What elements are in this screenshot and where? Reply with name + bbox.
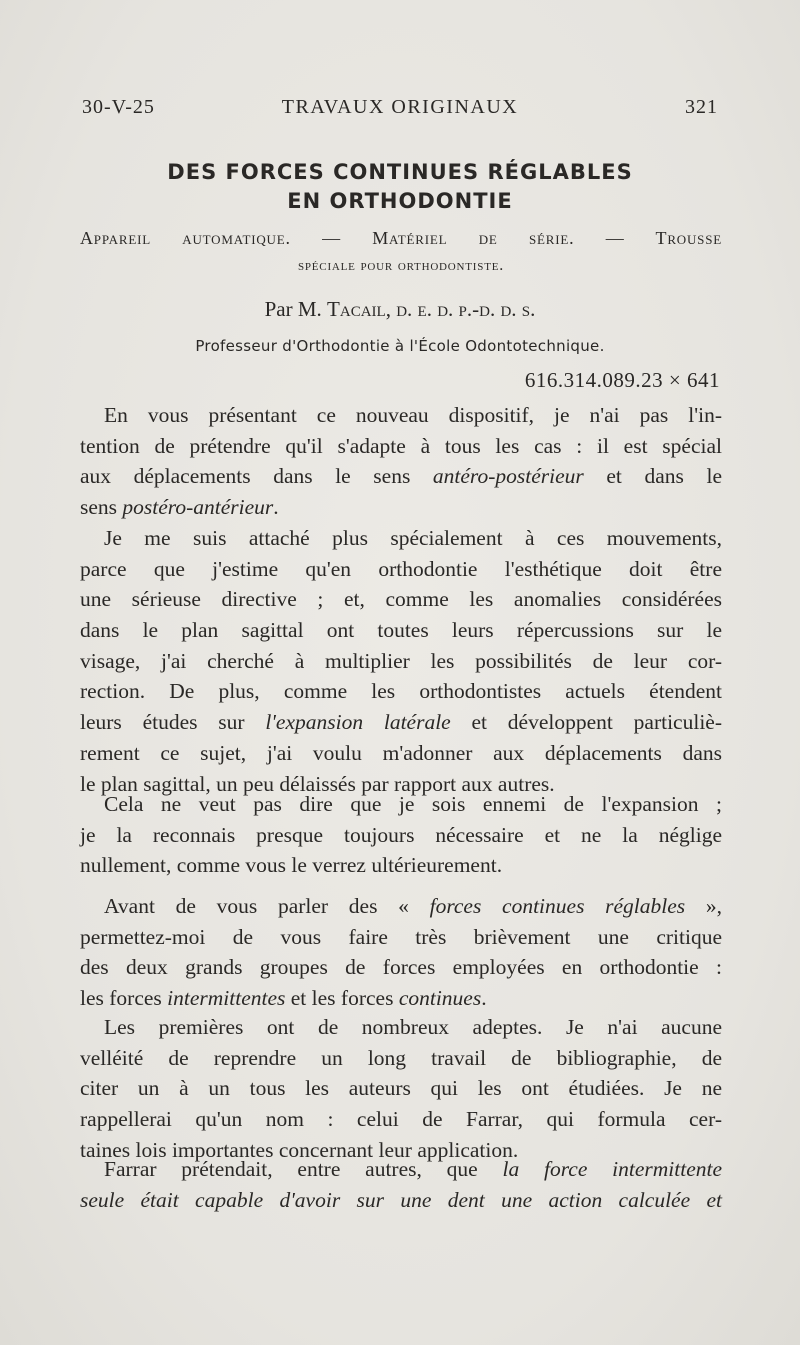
running-head xyxy=(82,96,718,126)
text-line: parce que j'estime qu'en orthodontie l'esthétique doit être xyxy=(80,556,722,581)
paragraph-1 xyxy=(80,400,722,523)
text-line: Cela ne veut pas dire que je sois ennemi de l'expansion ; xyxy=(104,792,722,816)
text-line: rappellerai qu'un nom : celui de Farrar, qui formula cer- xyxy=(80,1107,722,1132)
italic-term: l'expansion latérale xyxy=(265,710,451,735)
article-title-line-2: EN ORTHODONTIE xyxy=(287,189,513,213)
italic-term: la force intermittente xyxy=(502,1157,723,1181)
text-line: permettez-moi de vous faire très brièvement une critique xyxy=(80,924,722,949)
text-line: dans le plan sagittal ont toutes leurs répercussions sur le xyxy=(80,618,722,643)
issue-date: 30-V-25 xyxy=(82,96,155,118)
italic-term: continues xyxy=(398,986,482,1011)
text-line: visage, j'ai cherché à multiplier les possibilités de leur cor- xyxy=(80,648,722,673)
text-line: tention de prétendre qu'il s'adapte à tous les cas : il est spécial xyxy=(80,433,722,458)
italic-term: seule était capable d'avoir sur une dent une action calculée et xyxy=(80,1187,722,1212)
paragraph-5 xyxy=(80,1012,722,1165)
text-line: les forces intermittentes et les forces continues. xyxy=(80,986,487,1011)
author-affiliation: Professeur d'Orthodontie à l'École Odontotechnique. xyxy=(195,337,605,355)
text-line: rement ce sujet, j'ai voulu m'adonner aux déplacements dans xyxy=(80,740,722,765)
italic-term: forces continues réglables xyxy=(429,894,686,918)
italic-term: antéro-postérieur xyxy=(432,464,584,489)
text-line: Les premières ont de nombreux adeptes. Je n'ai aucune xyxy=(104,1015,722,1039)
text-line: une sérieuse directive ; et, comme les anomalies considérées xyxy=(80,587,722,612)
text-line: le plan sagittal, un peu délaissés par rapport aux autres. xyxy=(80,771,555,796)
page-number: 321 xyxy=(685,96,718,118)
text-line: des deux grands groupes de forces employées en orthodontie : xyxy=(80,955,722,980)
text-line: nullement, comme vous le verrez ultérieurement. xyxy=(80,853,503,878)
paragraph-3 xyxy=(80,789,722,881)
text-line: citer un à un tous les auteurs qui les ont étudiées. Je ne xyxy=(80,1076,722,1101)
text-line: Je me suis attaché plus spécialement à ces mouvements, xyxy=(104,526,722,550)
author-prefix: Par M. xyxy=(264,297,322,321)
italic-term: postéro-antérieur xyxy=(122,495,274,520)
text-line: taines lois importantes concernant leur application. xyxy=(80,1137,519,1162)
text-line: En vous présentant ce nouveau dispositif, je n'ai pas l'in- xyxy=(104,403,722,427)
article-subtitle-line-1: Appareil automatique. — Matériel de série. — Trousse xyxy=(80,228,722,248)
article-title-line-1: DES FORCES CONTINUES RÉGLABLES xyxy=(167,160,633,184)
text-line: Avant de vous parler des « forces continues réglables », xyxy=(104,894,722,918)
paragraph-4 xyxy=(80,891,722,1014)
author-name: Tacail, xyxy=(327,297,391,321)
author-degrees: d. e. d. p.-d. d. s. xyxy=(396,297,536,321)
paragraph-6 xyxy=(80,1154,722,1215)
text-line: je la reconnais presque toujours nécessaire et ne la néglige xyxy=(80,822,722,847)
text-line: sens postéro-antérieur. xyxy=(80,495,279,520)
text-line: aux déplacements dans le sens antéro-postérieur et dans le xyxy=(80,464,722,489)
author-line xyxy=(80,297,720,322)
article-subtitle-line-2: spéciale pour orthodontiste. xyxy=(297,257,505,274)
paragraph-2 xyxy=(80,523,722,799)
text-line: leurs études sur l'expansion latérale et développent particuliè- xyxy=(80,710,722,735)
text-line: rection. De plus, comme les orthodontistes actuels étendent xyxy=(80,679,722,704)
italic-term: intermittentes xyxy=(167,986,286,1011)
section-title: TRAVAUX ORIGINAUX xyxy=(281,96,519,118)
text-line: velléité de reprendre un long travail de bibliographie, de xyxy=(80,1045,722,1070)
classification-number: 616.314.089.23 × 641 xyxy=(524,368,720,392)
text-line: Farrar prétendait, entre autres, que la force intermittente xyxy=(104,1157,723,1181)
text-line xyxy=(80,1185,722,1216)
